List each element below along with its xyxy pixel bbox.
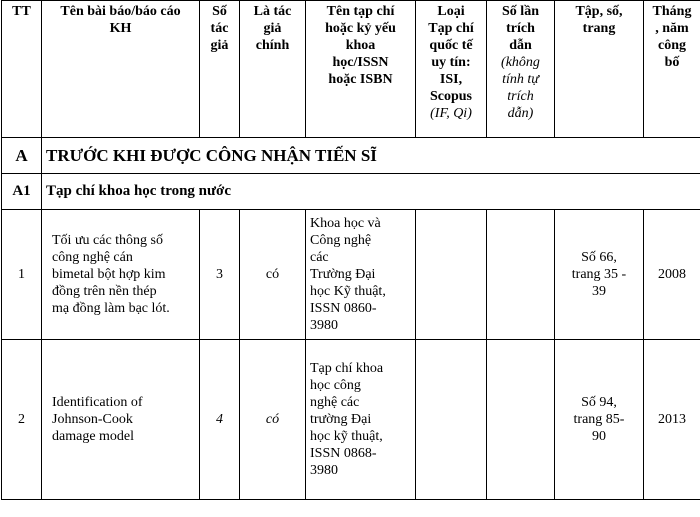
row-volume-line: Số 66, xyxy=(581,250,617,265)
header-main-author-line: Là tác xyxy=(253,4,292,19)
header-journal-line: Tên tạp chí xyxy=(326,4,395,19)
row-journal-line: 3980 xyxy=(310,463,338,478)
row-title xyxy=(42,340,200,500)
row-journal-line: ISSN 0868- xyxy=(310,446,377,461)
header-title xyxy=(42,1,200,138)
row-volume-line: 90 xyxy=(592,429,606,444)
row-type xyxy=(416,210,487,340)
row-date: 2013 xyxy=(644,340,700,500)
header-volume-line: Tập, số, xyxy=(575,4,623,19)
header-citations-note: trích xyxy=(507,89,534,104)
row-journal-line: Trường Đại xyxy=(310,267,376,282)
header-tt-label: TT xyxy=(12,4,31,19)
row-citations xyxy=(487,340,555,500)
row-journal xyxy=(306,210,416,340)
row-tt: 2 xyxy=(2,340,42,500)
header-journal-line: hoặc ISBN xyxy=(328,72,393,87)
row-journal-line: các xyxy=(310,250,329,265)
row-main-author: có xyxy=(240,340,306,500)
row-volume-line: Số 94, xyxy=(581,395,617,410)
header-journal-line: học/ISSN xyxy=(332,55,389,70)
section-a1-code: A1 xyxy=(2,174,42,210)
header-title-line: Tên bài báo/báo cáo xyxy=(60,4,181,19)
header-authors xyxy=(200,1,240,138)
header-authors-line: tác xyxy=(210,21,229,36)
header-citations-note: (không xyxy=(501,55,540,70)
header-citations xyxy=(487,1,555,138)
header-authors-line: Số xyxy=(212,4,227,19)
header-authors-line: giả xyxy=(210,38,229,53)
section-a-label: TRƯỚC KHI ĐƯỢC CÔNG NHẬN TIẾN SĨ xyxy=(42,138,700,174)
header-type-line: ISI, xyxy=(439,72,463,87)
row-main-author: có xyxy=(240,210,306,340)
row-title-line: Tối ưu các thông số xyxy=(52,233,164,248)
row-title-line: đồng trên nền thép xyxy=(52,284,157,299)
row-journal-line: học Kỹ thuật, xyxy=(310,284,386,299)
header-main-author xyxy=(240,1,306,138)
row-journal-line: Tạp chí khoa xyxy=(310,361,384,376)
header-type-line: Tạp chí xyxy=(428,21,474,36)
row-journal-line: trường Đại xyxy=(310,412,372,427)
header-type-line: quốc tế xyxy=(429,38,473,53)
row-title-line: công nghệ cán xyxy=(52,250,133,265)
section-a-row xyxy=(2,138,700,174)
header-citations-line: Số lần xyxy=(502,4,539,19)
section-a-code: A xyxy=(2,138,42,174)
header-date-line: công xyxy=(658,38,686,53)
header-journal xyxy=(306,1,416,138)
row-journal-line: ISSN 0860- xyxy=(310,301,377,316)
row-title-line: Johnson-Cook xyxy=(52,412,133,427)
row-volume xyxy=(555,210,644,340)
row-title-line: damage model xyxy=(52,429,135,444)
row-type xyxy=(416,340,487,500)
header-date-line: , năm xyxy=(655,21,689,36)
row-journal-line: học công xyxy=(310,378,361,393)
header-type-line: Loại xyxy=(437,4,465,19)
header-type xyxy=(416,1,487,138)
section-a1-label: Tạp chí khoa học trong nước xyxy=(42,174,700,210)
row-title-line: Identification of xyxy=(52,395,143,410)
row-journal-line: nghệ các xyxy=(310,395,360,410)
row-citations xyxy=(487,210,555,340)
header-type-note: (IF, Qi) xyxy=(430,106,472,121)
header-date xyxy=(644,1,700,138)
table-row xyxy=(2,340,700,500)
table-row xyxy=(2,210,700,340)
header-citations-note: tính tự xyxy=(502,72,539,87)
header-volume-line: trang xyxy=(582,21,616,36)
header-date-line: bố xyxy=(664,55,680,70)
section-a1-row xyxy=(2,174,700,210)
header-date-line: Tháng xyxy=(652,4,692,19)
row-volume xyxy=(555,340,644,500)
header-journal-line: khoa xyxy=(345,38,376,53)
header-row xyxy=(2,1,700,138)
header-title-line: KH xyxy=(109,21,132,36)
row-title-line: bimetal bột hợp kim xyxy=(52,267,166,282)
header-tt xyxy=(2,1,42,138)
row-volume-line: trang 35 - xyxy=(571,267,627,282)
header-citations-line: trích xyxy=(506,21,535,36)
row-tt: 1 xyxy=(2,210,42,340)
header-main-author-line: chính xyxy=(255,38,290,53)
row-journal-line: 3980 xyxy=(310,318,338,333)
header-main-author-line: giả xyxy=(263,21,282,36)
row-date: 2008 xyxy=(644,210,700,340)
row-volume-line: trang 85- xyxy=(573,412,625,427)
row-volume-line: 39 xyxy=(592,284,606,299)
publications-table xyxy=(1,0,700,500)
header-journal-line: hoặc kỷ yếu xyxy=(325,21,396,36)
header-volume xyxy=(555,1,644,138)
row-authors: 3 xyxy=(200,210,240,340)
header-type-line: Scopus xyxy=(429,89,473,104)
row-authors: 4 xyxy=(200,340,240,500)
row-journal-line: Khoa học và xyxy=(310,216,381,231)
row-journal xyxy=(306,340,416,500)
row-title xyxy=(42,210,200,340)
header-citations-note: dẫn) xyxy=(507,106,534,121)
row-journal-line: Công nghệ xyxy=(310,233,372,248)
header-type-line: uy tín: xyxy=(431,55,471,70)
row-title-line: mạ đồng làm bạc lót. xyxy=(52,301,170,316)
row-journal-line: học kỹ thuật, xyxy=(310,429,383,444)
header-citations-line: dẫn xyxy=(509,38,532,53)
